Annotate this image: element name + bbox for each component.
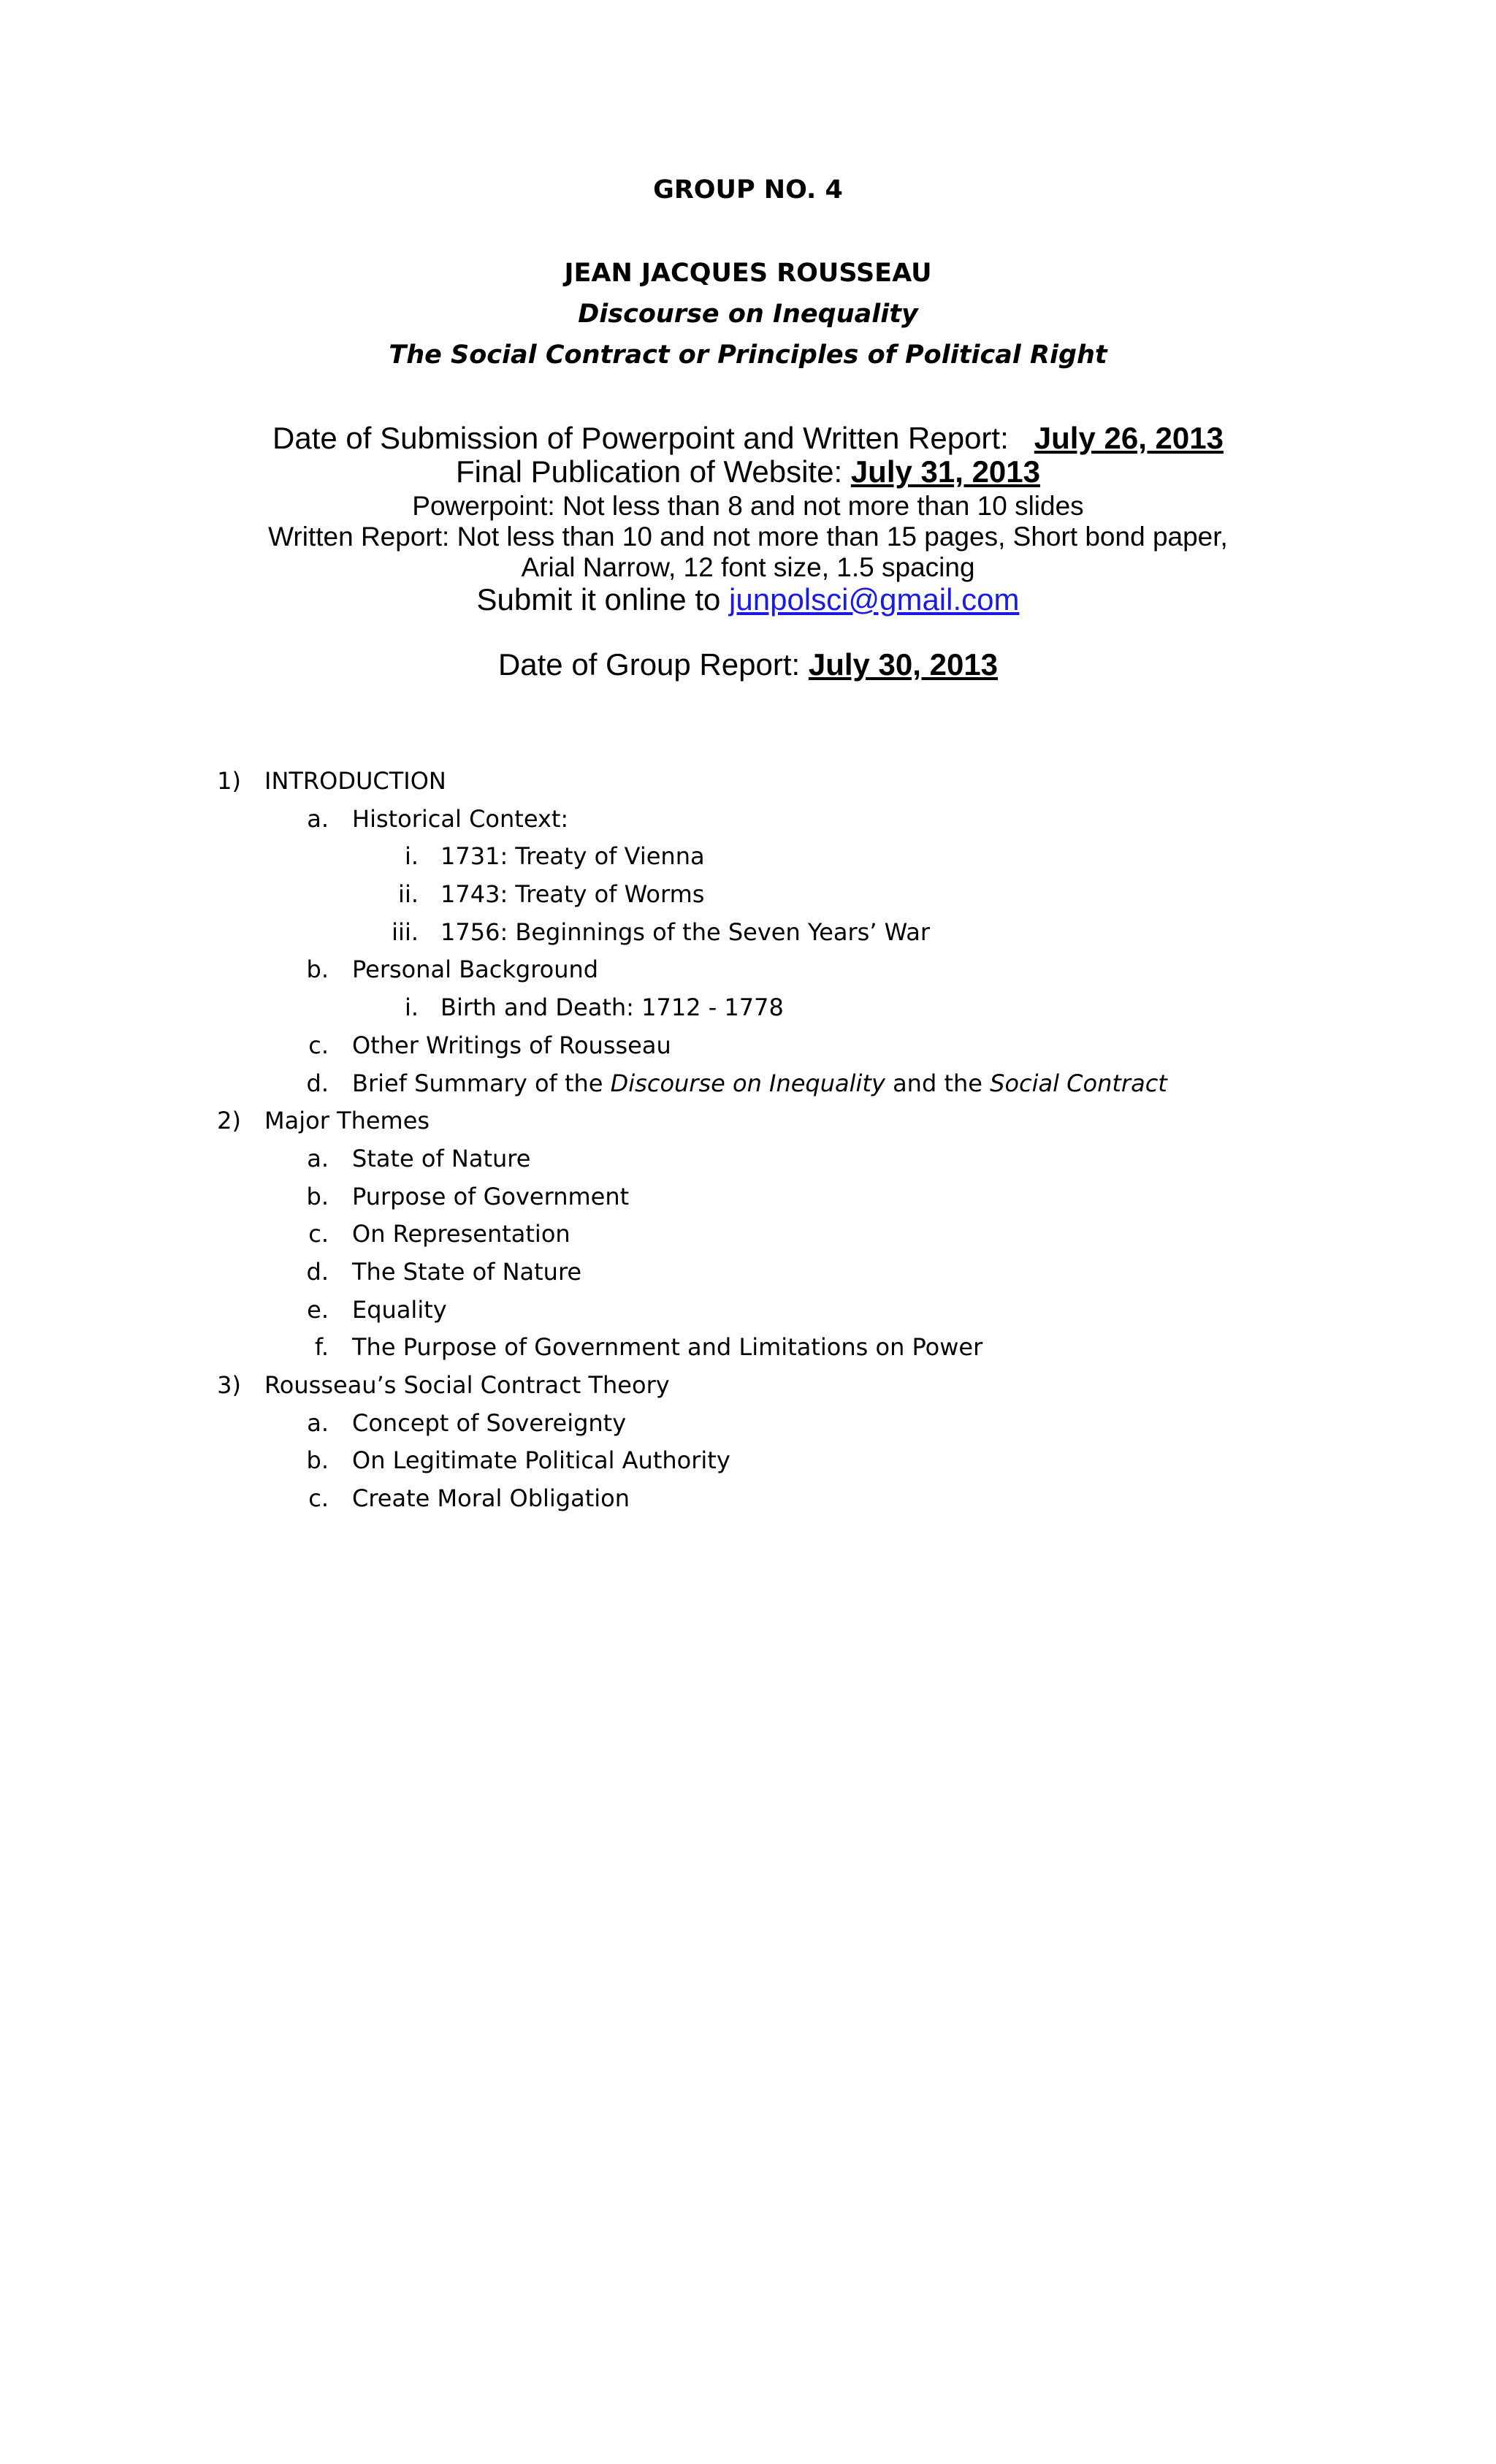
- outline-letter: b.: [306, 1446, 329, 1475]
- outline-number: 2): [217, 1107, 241, 1135]
- list-item: [0, 842, 1496, 880]
- outline-item-text: 1743: Treaty of Worms: [440, 880, 705, 909]
- outline-item-text: State of Nature: [352, 1144, 531, 1172]
- powerpoint-requirement: Powerpoint: Not less than 8 and not more than 10 slides: [412, 491, 1084, 521]
- submission-date-value: July 26, 2013: [1034, 421, 1224, 455]
- outline-item-text: On Representation: [352, 1220, 570, 1248]
- summary-work-discourse: Discourse on Inequality: [610, 1069, 885, 1097]
- outline-letter: c.: [308, 1484, 329, 1513]
- outline-item-text: Create Moral Obligation: [352, 1484, 630, 1513]
- outline-item-text: 1731: Treaty of Vienna: [440, 842, 705, 871]
- outline-letter: b.: [306, 1182, 329, 1210]
- group-report-date-label: Date of Group Report:: [497, 647, 801, 682]
- outline-roman: i.: [404, 993, 419, 1022]
- outline-letter: c.: [308, 1031, 329, 1059]
- group-report-date-line: [0, 647, 1496, 682]
- publication-date-value: July 31, 2013: [850, 454, 1041, 489]
- list-item: [0, 805, 1496, 843]
- outline-letter: e.: [307, 1295, 329, 1324]
- outline-item-text: Concept of Sovereignty: [352, 1408, 627, 1437]
- summary-connector: and the: [885, 1069, 991, 1097]
- work-title-social-contract: The Social Contract or Principles of Political Right: [389, 340, 1107, 370]
- summary-work-social-contract: Social Contract: [990, 1069, 1167, 1097]
- group-number-heading: GROUP NO. 4: [653, 175, 843, 205]
- list-item: [0, 1484, 1496, 1522]
- outline-item-text: Birth and Death: 1712 - 1778: [440, 993, 784, 1022]
- outline-section-title: Rousseau’s Social Contract Theory: [264, 1371, 670, 1399]
- list-item: [0, 880, 1496, 918]
- list-item: [0, 1145, 1496, 1183]
- written-report-requirement-1: Written Report: Not less than 10 and not more than 15 pages, Short bond paper,: [268, 522, 1228, 552]
- outline-roman: iii.: [392, 918, 419, 946]
- list-item: [0, 1031, 1496, 1069]
- outline-letter: a.: [307, 1144, 329, 1172]
- written-report-requirement-2: Arial Narrow, 12 font size, 1.5 spacing: [521, 552, 975, 582]
- outline-item-text: On Legitimate Political Authority: [352, 1446, 730, 1475]
- outline-item-text: The State of Nature: [352, 1257, 582, 1286]
- submission-date-label: Date of Submission of Powerpoint and Written Report:: [272, 421, 1009, 455]
- outline-letter: d.: [306, 1069, 329, 1097]
- list-item: [0, 1333, 1496, 1371]
- outline-item-text: Purpose of Government: [352, 1182, 630, 1210]
- report-outline: [0, 767, 1496, 1522]
- list-item: [0, 1069, 1496, 1107]
- group-report-date-value: July 30, 2013: [808, 647, 999, 682]
- outline-number: 1): [217, 767, 241, 795]
- outline-letter: d.: [306, 1257, 329, 1286]
- list-item: [0, 1183, 1496, 1221]
- submit-online-line: [0, 582, 1496, 617]
- outline-number: 3): [217, 1371, 241, 1399]
- outline-item-text: The Purpose of Government and Limitations on Power: [352, 1333, 983, 1362]
- list-item: [0, 956, 1496, 993]
- outline-section-1: [0, 767, 1496, 805]
- outline-roman: ii.: [398, 880, 419, 909]
- outline-section-3: [0, 1371, 1496, 1409]
- outline-letter: a.: [307, 804, 329, 833]
- submit-email-link[interactable]: junpolsci@gmail.com: [729, 582, 1020, 617]
- list-item: [0, 993, 1496, 1031]
- work-title-discourse: Discourse on Inequality: [578, 300, 918, 329]
- list-item: [0, 918, 1496, 956]
- outline-letter: c.: [308, 1220, 329, 1248]
- outline-letter: b.: [306, 956, 329, 984]
- submit-online-label: Submit it online to: [476, 582, 721, 617]
- outline-section-2: [0, 1107, 1496, 1145]
- outline-item-text: 1756: Beginnings of the Seven Years’ War: [440, 918, 931, 946]
- outline-section-title: Major Themes: [264, 1107, 430, 1135]
- publication-date-label: Final Publication of Website:: [455, 454, 843, 489]
- publication-date-line: [0, 454, 1496, 489]
- author-heading: JEAN JACQUES ROUSSEAU: [564, 259, 932, 288]
- list-item: [0, 1220, 1496, 1258]
- list-item: [0, 1446, 1496, 1484]
- summary-prefix: Brief Summary of the: [352, 1069, 611, 1097]
- list-item: [0, 1296, 1496, 1334]
- outline-item-text: Other Writings of Rousseau: [352, 1031, 671, 1059]
- outline-item-text: Historical Context:: [352, 804, 569, 833]
- list-item: [0, 1409, 1496, 1447]
- list-item: [0, 1258, 1496, 1296]
- outline-item-text: [352, 1069, 1167, 1097]
- outline-letter: a.: [307, 1408, 329, 1437]
- submission-date-line: [0, 421, 1496, 456]
- outline-item-text: Equality: [352, 1295, 447, 1324]
- outline-letter: f.: [314, 1333, 329, 1362]
- outline-section-title: INTRODUCTION: [264, 767, 446, 795]
- outline-roman: i.: [404, 842, 419, 871]
- outline-item-text: Personal Background: [352, 956, 599, 984]
